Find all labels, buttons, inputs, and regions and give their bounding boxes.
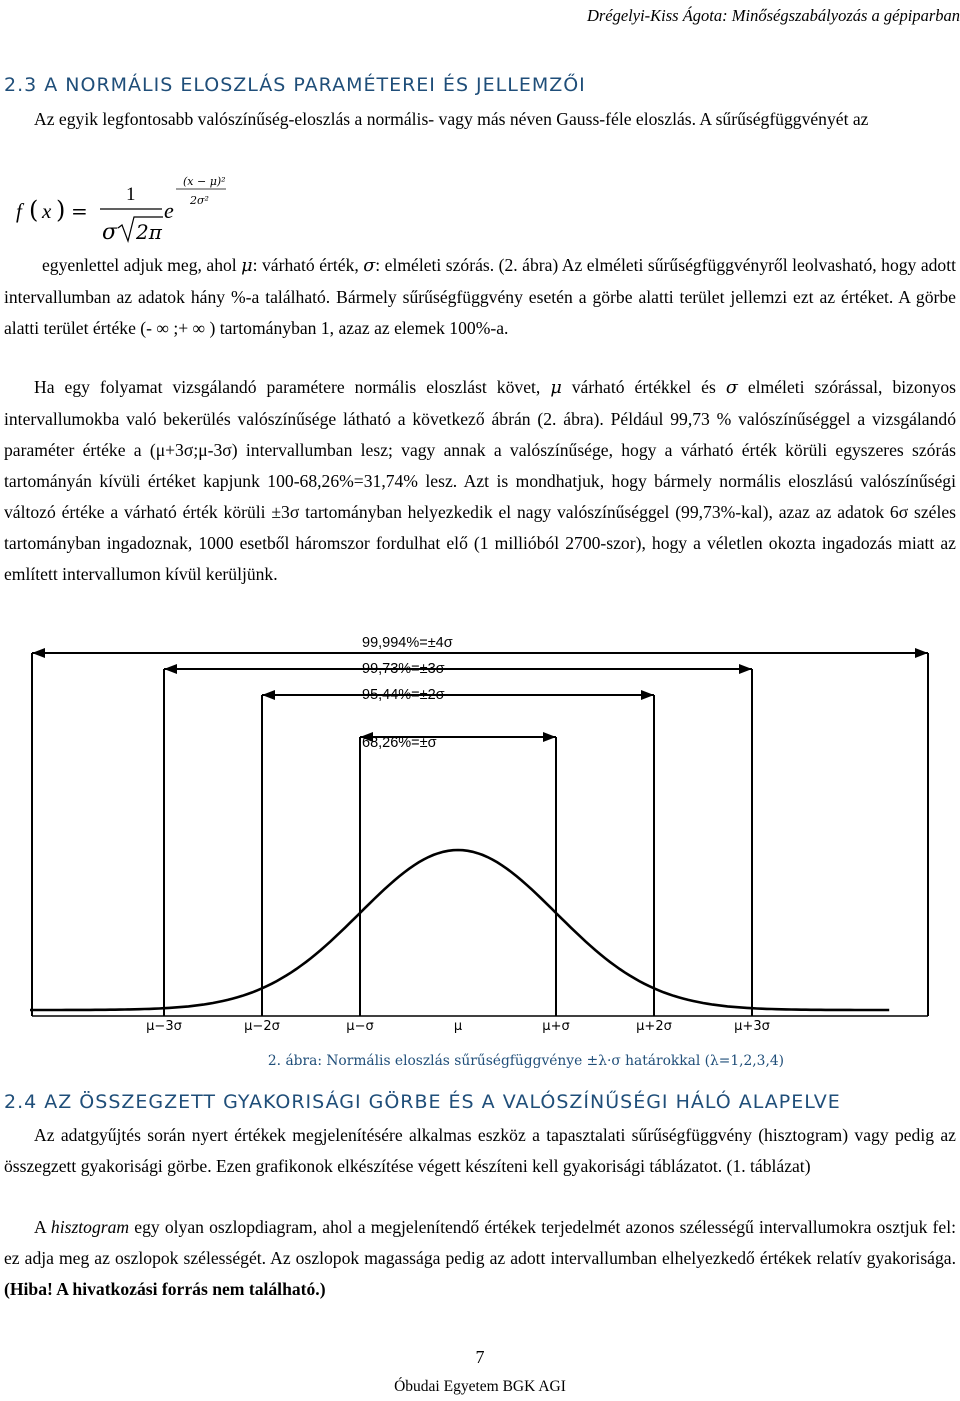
x-tick-label: μ+3σ <box>734 1019 770 1034</box>
formula-e: e <box>164 198 174 223</box>
interval-arrow-left <box>32 648 45 658</box>
section-heading-2-4: 2.4 AZ ÖSSZEGZETT GYAKORISÁGI GÖRBE ÉS A VALÓSZÍNŰSÉGI HÁLÓ ALAPELVE <box>4 1091 841 1113</box>
formula-sigma: σ <box>102 220 118 245</box>
interval-arrow-right <box>915 648 928 658</box>
figure-caption: 2. ábra: Normális eloszlás sűrűségfüggvénye ±λ·σ határokkal (λ=1,2,3,4) <box>267 1053 784 1069</box>
formula-exp-num: (x − μ)² <box>183 175 226 188</box>
svg-text:(: ( <box>29 196 39 224</box>
interval-arrow-left <box>164 664 177 674</box>
interval-arrow-right <box>543 732 556 742</box>
x-tick-label: μ+2σ <box>636 1019 672 1034</box>
page-number: 7 <box>475 1347 485 1367</box>
formula-root: 2π <box>136 220 162 244</box>
paragraph-histogram-intro: Az adatgyűjtés során nyert értékek megjelenítésére alkalmas eszköz a tapasztalati sűrűségfüggvény (hisztogram) vagy pedig az összegzett gyakorisági görbe. Ezen grafikonok elkészítése végett készíteni kell gyakorisági táblázatot. (1. táblázat) <box>4 1125 956 1176</box>
running-header: Drégelyi-Kiss Ágota: Minőségszabályozás a gépiparban <box>586 6 960 25</box>
interval-label: 95,44%=±2σ <box>362 687 445 703</box>
formula-exp-den: 2σ² <box>190 194 209 207</box>
density-curve <box>30 850 889 1010</box>
formula-f: f <box>16 199 22 223</box>
svg-text:): ) <box>56 196 66 224</box>
formula-x: x <box>42 199 52 223</box>
footer-institution: Óbudai Egyetem BGK AGI <box>394 1378 566 1395</box>
x-tick-label: μ−2σ <box>244 1019 280 1034</box>
formula-numerator: 1 <box>126 184 136 205</box>
interval-label: 99,994%=±4σ <box>362 635 453 651</box>
histogram-term: hisztogram <box>50 1217 130 1237</box>
intro-paragraph: Az egyik legfontosabb valószínűség-eloszlás a normális- vagy más néven Gauss-féle eloszlás. A sűrűségfüggvényét az <box>34 109 869 129</box>
x-tick-label: μ+σ <box>542 1019 570 1034</box>
x-tick-label: μ <box>453 1019 463 1034</box>
paragraph-intervals: Ha egy folyamat vizsgálandó paramétere normális eloszlást követ, μ várható értékkel és σ elméleti szórással, bizonyos intervallumokba való bekerülés valószínűsége látható a következő ábrán (2. ábra). Például 99,73 % valószínűséggel a vizsgálandó paraméter értéke a (μ+3σ;μ-3σ) intervallumban lesz; vagy annak a valószínűsége, hogy a várható érték körüli egyszeres szórás tartományán kívüli értéket kapjunk 100-68,26%=31,74% lesz. Azt is mondhatjuk, hogy bármely normális eloszlású valószínűségi változó értéke a várható érték körüli ±3σ tartományban helyezkedik el nagy valószínűséggel (99,73%-kal), azaz az adatok 6σ széles tartományban ingadoznak, 1000 esetből háromszor fordulhat elő (1 millióból 2700-szor), hogy a véletlen okozta ingadozás miatt az említett intervallumon kívül kerüljünk. <box>4 377 956 584</box>
interval-label: 68,26%=±σ <box>362 735 437 751</box>
interval-arrow-right <box>739 664 752 674</box>
mu-symbol: μ <box>241 256 253 276</box>
interval-arrow-left <box>262 690 275 700</box>
interval-label: 99,73%=±3σ <box>362 661 445 677</box>
normal-distribution-figure <box>30 625 930 1045</box>
sigma-symbol: σ <box>363 256 376 276</box>
svg-text:=: = <box>71 199 88 223</box>
broken-reference: (Hiba! A hivatkozási forrás nem található.) <box>4 1279 326 1299</box>
x-tick-label: μ−3σ <box>146 1019 182 1034</box>
paragraph-definition: egyenlettel adjuk meg, ahol μ: várható érték, σ: elméleti szórás. (2. ábra) Az elméleti sűrűségfüggvényről leolvasható, hogy adott intervallumban az adatok hány %-a található. Bármely sűrűségfüggvény esetén a görbe alatti terület jellemzi ezt az értéket. A görbe alatti terület értéke (- ∞ ;+ ∞ ) tartományban 1, azaz az elemek 100%-a. <box>4 255 956 338</box>
paragraph-histogram-definition: A hisztogram egy olyan oszlopdiagram, ahol a megjelenítendő értékek terjedelmét azonos szélességű intervallumokra osztjuk fel: ez adja meg az oszlopok szélességét. Az oszlopok magassága pedig az adott intervallumban elhelyezkedő értékek relatív gyakorisága. (Hiba! A hivatkozási forrás nem található.) <box>4 1217 956 1299</box>
section-heading-2-3: 2.3 A NORMÁLIS ELOSZLÁS PARAMÉTEREI ÉS JELLEMZŐI <box>4 74 586 96</box>
density-formula <box>0 165 280 250</box>
interval-arrow-right <box>641 690 654 700</box>
x-tick-label: μ−σ <box>346 1019 374 1034</box>
